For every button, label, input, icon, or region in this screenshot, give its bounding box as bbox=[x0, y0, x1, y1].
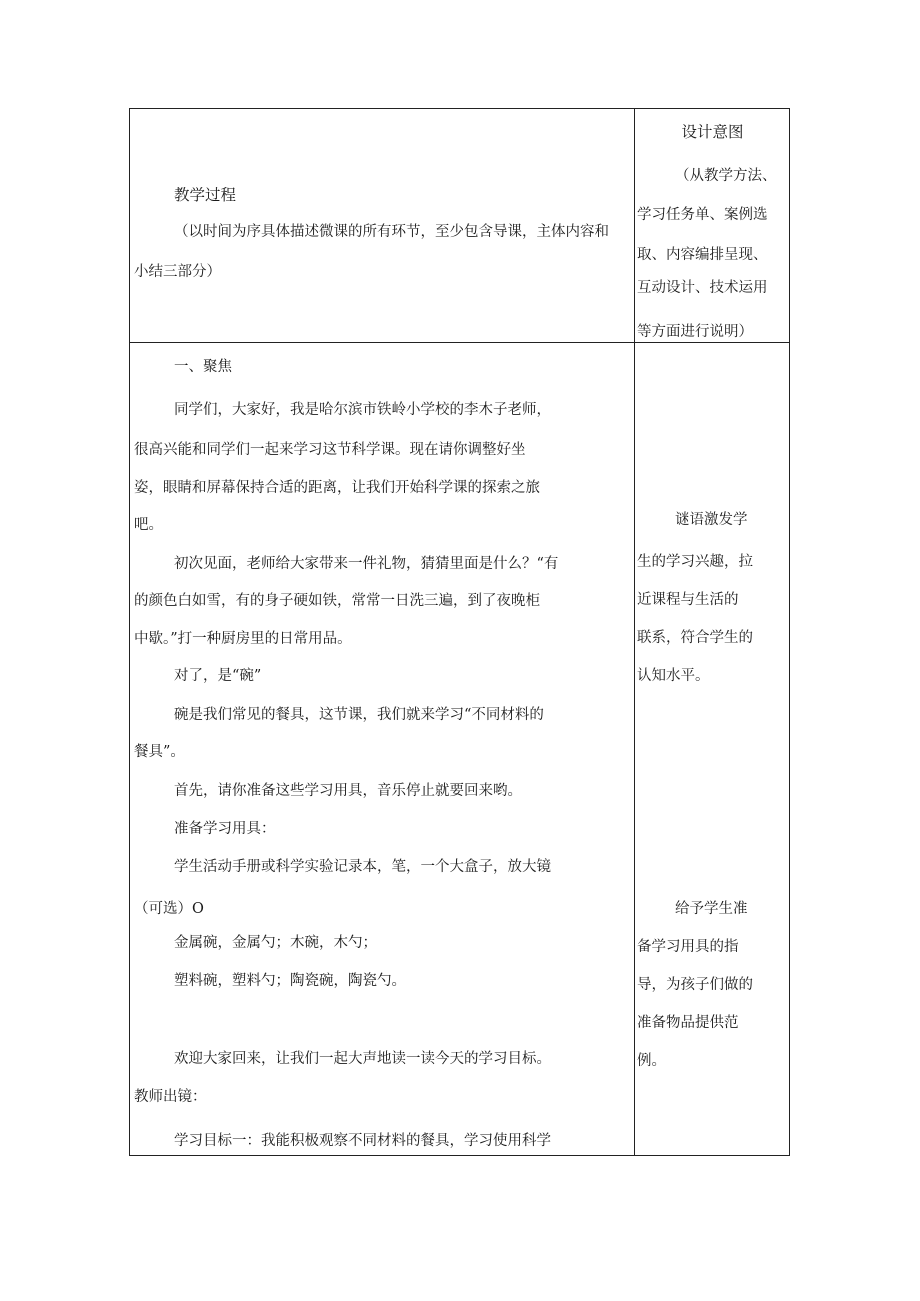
body-line: 教师出镜： bbox=[134, 1089, 207, 1105]
column-divider bbox=[634, 109, 635, 1155]
body-line: 欢迎大家回来，让我们一起大声地读一读今天的学习目标。 bbox=[174, 1051, 551, 1067]
body-line: 准备学习用具： bbox=[174, 821, 276, 837]
body-line: 对了，是“碗” bbox=[174, 668, 262, 684]
intent-line: 例。 bbox=[637, 1053, 666, 1069]
intent-line: 谜语激发学 bbox=[675, 512, 748, 528]
design-intent-heading: 设计意图 bbox=[681, 123, 744, 141]
teaching-process-heading: 教学过程 bbox=[174, 186, 237, 204]
lesson-plan-table bbox=[129, 108, 790, 1156]
body-line: 很高兴能和同学们一起来学习这节科学课。现在请你调整好坐 bbox=[134, 442, 526, 458]
intent-line: 近课程与生活的 bbox=[637, 592, 739, 608]
header-row-divider bbox=[130, 342, 789, 343]
design-intent-note-line: 互动设计、技术运用 bbox=[637, 280, 768, 296]
section-title: 一、聚焦 bbox=[174, 359, 232, 375]
body-line: 姿，眼睛和屏幕保持合适的距离，让我们开始科学课的探索之旅 bbox=[134, 480, 540, 496]
intent-line: 准备物品提供范 bbox=[637, 1015, 739, 1031]
body-line: 吧。 bbox=[134, 517, 163, 533]
intent-line: 导，为孩子们做的 bbox=[637, 977, 753, 993]
body-line: 金属碗，金属勺；木碗，木勺； bbox=[174, 935, 377, 951]
design-intent-note-line: 学习任务单、案例选 bbox=[637, 207, 768, 223]
body-line: 首先，请你准备这些学习用具，音乐停止就要回来哟。 bbox=[174, 783, 522, 799]
body-line: 塑料碗，塑料勺；陶瓷碗，陶瓷勺。 bbox=[174, 973, 406, 989]
intent-line: 备学习用具的指 bbox=[637, 939, 739, 955]
teaching-process-note-line: （以时间为序具体描述微课的所有环节，至少包含导课，主体内容和 bbox=[174, 224, 609, 240]
design-intent-note-line: 取、内容编排呈现、 bbox=[637, 247, 768, 263]
design-intent-note-line: （从教学方法、 bbox=[675, 168, 777, 184]
teaching-process-note-line: 小结三部分） bbox=[134, 264, 221, 280]
intent-line: 认知水平。 bbox=[637, 668, 710, 684]
body-line: 初次见面，老师给大家带来一件礼物，猜猜里面是什么？“有 bbox=[174, 556, 559, 572]
body-line: 中歇。”打一种厨房里的日常用品。 bbox=[134, 631, 352, 647]
intent-line: 给予学生准 bbox=[675, 901, 748, 917]
body-line: 同学们，大家好，我是哈尔滨市铁岭小学校的李木子老师， bbox=[174, 402, 551, 418]
intent-line: 生的学习兴趣，拉 bbox=[637, 554, 753, 570]
design-intent-note-line: 等方面进行说明） bbox=[637, 324, 753, 340]
body-line: 餐具”。 bbox=[134, 744, 185, 760]
body-line: 学生活动手册或科学实验记录本，笔，一个大盒子，放大镜 bbox=[174, 859, 551, 875]
body-line: 碗是我们常见的餐具，这节课，我们就来学习“不同材料的 bbox=[174, 707, 544, 723]
body-line: 学习目标一：我能积极观察不同材料的餐具，学习使用科学 bbox=[174, 1133, 551, 1149]
body-line: 的颜色白如雪，有的身子硬如铁，常常一日洗三遍，到了夜晚柜 bbox=[134, 593, 540, 609]
intent-line: 联系，符合学生的 bbox=[637, 630, 753, 646]
body-line: （可选）O bbox=[134, 901, 204, 917]
